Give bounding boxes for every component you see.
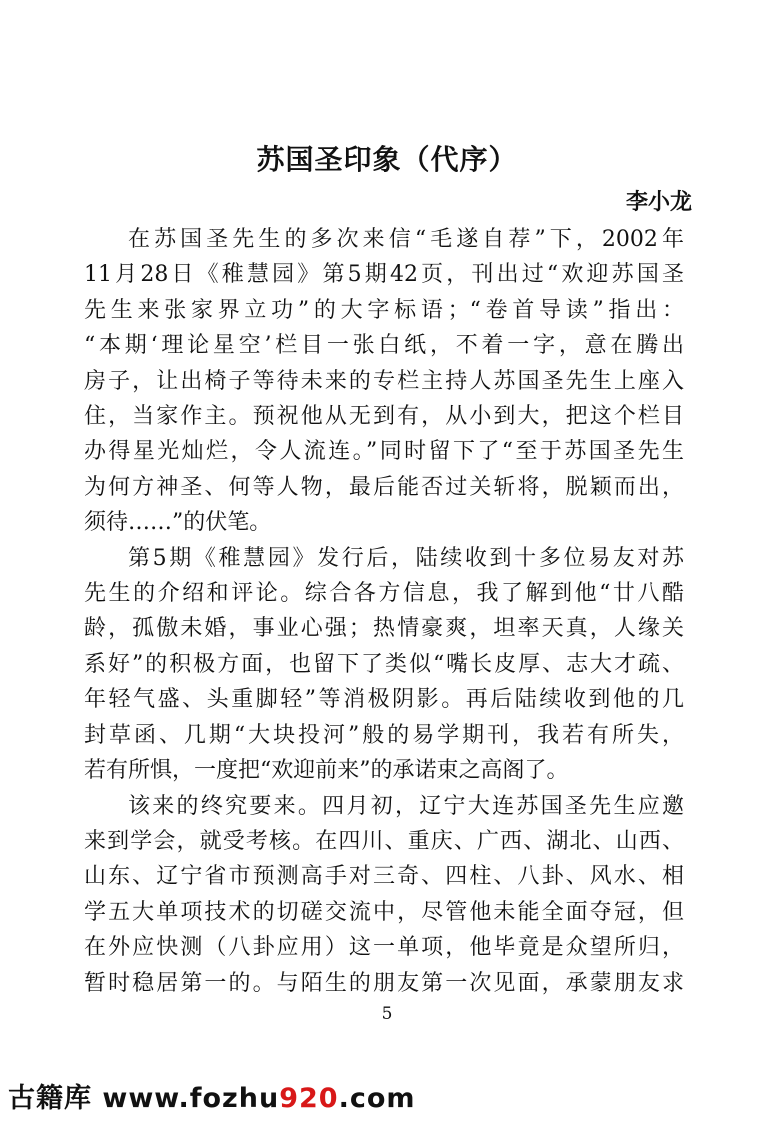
body-text (84, 222, 684, 1001)
text-line: 系好”的积极方面，也留下了类似“嘴长皮厚、志大才疏、 (84, 651, 684, 677)
page-title: 苏国圣印象（代序） (256, 143, 518, 176)
text-line: 须待……”的伏笔。 (84, 510, 272, 536)
text-line: 11月28日《稚慧园》第5期42页，刊出过“欢迎苏国圣 (84, 262, 684, 288)
text-line: 学五大单项技术的切磋交流中，尽管他未能全面夺冠，但 (84, 899, 684, 925)
watermark (8, 1076, 416, 1115)
text-line: 在苏国圣先生的多次来信“毛遂自荐”下，2002年 (128, 227, 684, 252)
text-line: 先生的介绍和评论。综合各方信息，我了解到他“廿八酷 (84, 581, 684, 607)
text-line: 暂时稳居第一的。与陌生的朋友第一次见面，承蒙朋友求 (84, 970, 684, 996)
text-line: 封草函、几期“大块投河”般的易学期刊，我若有所失， (84, 722, 684, 748)
watermark-suffix: .com (338, 1083, 416, 1114)
text-line: 在外应快测（八卦应用）这一单项，他毕竟是众望所归， (84, 935, 684, 961)
text-line: 来到学会，就受考核。在四川、重庆、广西、湖北、山西、 (84, 828, 684, 854)
text-line: 住，当家作主。预祝他从无到有，从小到大，把这个栏目 (84, 404, 684, 430)
page-number: 5 (381, 1004, 393, 1024)
author-name: 李小龙 (625, 190, 692, 215)
text-line: “本期‘理论星空’栏目一张白纸，不着一字，意在腾出 (84, 333, 684, 359)
text-line: 为何方神圣、何等人物，最后能否过关斩将，脱颖而出， (84, 474, 684, 500)
watermark-prefix: 古籍库 www.fozhu (8, 1083, 280, 1114)
text-line: 龄，孤傲未婚，事业心强；热情豪爽，坦率天真，人缘关 (84, 616, 684, 642)
text-line: 房子，让出椅子等待未来的专栏主持人苏国圣先生上座入 (84, 368, 684, 394)
text-line: 年轻气盛、头重脚轻”等消极阴影。再后陆续收到他的几 (84, 687, 684, 713)
watermark-highlight: 920 (279, 1083, 339, 1114)
text-line: 办得星光灿烂，令人流连。”同时留下了“至于苏国圣先生 (84, 439, 684, 465)
text-line: 山东、辽宁省市预测高手对三奇、四柱、八卦、风水、相 (84, 864, 684, 890)
text-line: 该来的终究要来。四月初，辽宁大连苏国圣先生应邀 (128, 793, 684, 819)
text-line: 第5期《稚慧园》发行后，陆续收到十多位易友对苏 (128, 545, 684, 571)
text-line: 先生来张家界立功”的大字标语；“卷首导读”指出： (84, 297, 684, 323)
text-line: 若有所惧，一度把“欢迎前来”的承诺束之高阁了。 (84, 758, 569, 784)
